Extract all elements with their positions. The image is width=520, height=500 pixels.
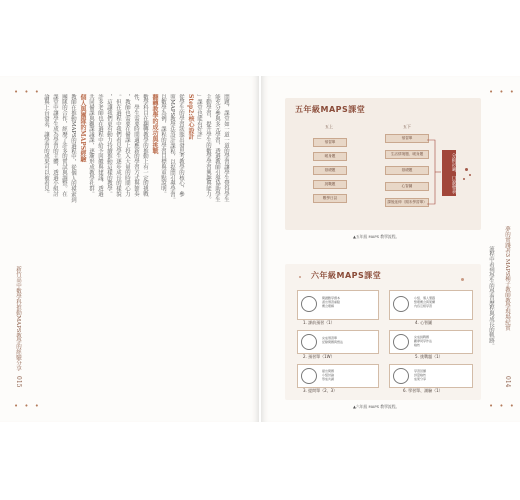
diagram-caption: ▲五年級 MAPS 教學流程。 [353, 234, 400, 239]
page-number: 015 [15, 376, 22, 388]
bracket-lines [427, 138, 441, 208]
group-discussion-box: 分組討論、口說發表 [442, 150, 456, 196]
text-column: 從學生的學習狀態出發思考教學的核心，參 [178, 94, 184, 197]
trophy-icon [393, 368, 409, 384]
flow-box: 預習單 [313, 138, 347, 147]
book-spread [0, 76, 520, 422]
worksheet-icon [301, 334, 317, 350]
text-column: 以數學為例，課程的學習目標與重點說明。 [160, 94, 166, 197]
step-items: 學習回饋 評量檢核 成果分享 [414, 369, 427, 381]
text-column: 教師在推動MAPS的過程中，從個人的摸索到 [70, 94, 76, 203]
step-items: 完成挑戰題 觀摩同學作法 檢核 [414, 335, 433, 347]
group-icon [393, 334, 409, 350]
step-tile [297, 364, 379, 388]
decorative-dots: • • • [14, 88, 41, 96]
decorative-dots: • • • [489, 402, 516, 410]
diagram-fifth-grade [285, 98, 481, 230]
decorative-dots: • • • [489, 88, 516, 96]
flow-box: 挑戰題 [313, 180, 347, 189]
text-column: 性，學生需要時間適應新的學習方式與節奏 [133, 94, 139, 197]
text-column: 問題，課堂如一道一道的學習讓學生覺得學生 [223, 94, 229, 202]
decorative-dot [461, 278, 464, 281]
step-label: 4. 心智圖 [415, 320, 433, 325]
text-column: 團隊的合作，經歷了許多的嘗試與調整。在 [61, 94, 67, 197]
step-label: 3. 提問單（2、3） [303, 388, 338, 393]
diagram-caption: ▲六年級 MAPS 教學流程。 [353, 404, 400, 409]
text-column: 課堂中讓學生成為學習的主體，透過小組討 [52, 94, 58, 197]
flow-box: 基礎題 [385, 166, 429, 175]
text-column: 主動學習，提升學生的數學學習興趣與能力。 [205, 94, 211, 202]
right-page [261, 76, 520, 422]
step-label: 5. 挑戰題（1） [415, 354, 443, 359]
running-title: 新竹高中數學科推動MAPS教學的經驗分享 [15, 266, 21, 372]
diagram-title: 六年級MAPS課堂 [311, 271, 382, 280]
step-tile [389, 330, 473, 354]
text-column: ，教師也需要在備課上投入大量的時間心力 [124, 94, 130, 197]
column-head: 五上 [325, 124, 333, 129]
decorative-dot [299, 276, 301, 278]
column-head: 五下 [403, 124, 411, 129]
step-label: 6. 學習單、測驗（1） [403, 388, 443, 393]
step-items: 閱讀數學課本 畫出預習重點 概念理解 [322, 296, 341, 308]
step-label: 2. 預習單（1W） [303, 354, 335, 359]
flow-box: 基礎題 [313, 166, 347, 175]
step-tile [389, 290, 473, 320]
diagram-sixth-grade [285, 264, 481, 400]
section-heading: Step2:核心設計 [187, 94, 194, 140]
flow-box: 預習單 [385, 134, 429, 143]
book-icon [301, 296, 317, 312]
text-column: 流程中看到學生的學習歷程與成長的軌跡。 [488, 246, 494, 349]
body-text-columns [483, 246, 495, 396]
flow-box: 課後延伸（期末學習單） [385, 198, 429, 207]
decorative-dot [465, 168, 468, 171]
page-number: 014 [504, 376, 511, 388]
text-column: 」課堂也能有好評」 [196, 94, 202, 143]
decorative-dot [469, 174, 471, 176]
step-items: 完成預習單 記錄問題與想法 [322, 336, 344, 344]
text-column: 照MAPS教學法設計課程，以提問引導學習。 [169, 94, 175, 203]
decorative-dots: • • • [14, 402, 41, 410]
sub-heading: 翻轉教學的成功與挑戰 [151, 94, 158, 154]
text-column: 許多老師也在過程中給予回饋與建議，透過 [97, 94, 103, 197]
text-column: 論與上台發表，讓學習的成果可以被看見。 [43, 94, 49, 197]
diagram-title: 五年級MAPS課堂 [295, 105, 366, 114]
step-items: 小組、個人製圖 整理概念與架構 內容互相學習 [414, 296, 436, 308]
question-icon [301, 368, 317, 384]
step-label: 1. 課前預習（1） [303, 320, 335, 325]
step-tile [297, 330, 379, 354]
step-tile [389, 364, 473, 388]
lightbulb-icon [393, 296, 409, 312]
flow-box: 數學日誌 [313, 194, 347, 203]
step-tile [297, 290, 379, 320]
flow-box: 暖身題 [313, 152, 347, 161]
left-page [0, 76, 259, 422]
flow-box: 生活情境題、暖身題 [385, 150, 429, 159]
step-items: 提出問題 小組討論 形成共識 [322, 369, 335, 381]
flow-box: 心智圖 [385, 182, 429, 191]
text-column: 共同備課與觀課議課，逐漸形成教學社群。 [88, 94, 94, 197]
text-column: 數學科目在翻轉教學的推動上有一定的挑戰 [142, 94, 148, 197]
running-title: 夢的實踐者3 MAPS種子教師教學現場紀實 [504, 226, 510, 331]
text-column: 能充分參與多元學習，透過教師引導協助學生 [214, 94, 220, 202]
sub-heading: 個人與團隊的MAPS經驗 [79, 94, 86, 163]
text-column: ，這讓我們更有動力持續推動這樣的教學。 [106, 94, 112, 197]
body-text-columns [43, 94, 230, 344]
decorative-dot [463, 178, 465, 180]
text-column: 。但在過程中我們看見學生逐步成長的樣貌 [115, 94, 121, 197]
